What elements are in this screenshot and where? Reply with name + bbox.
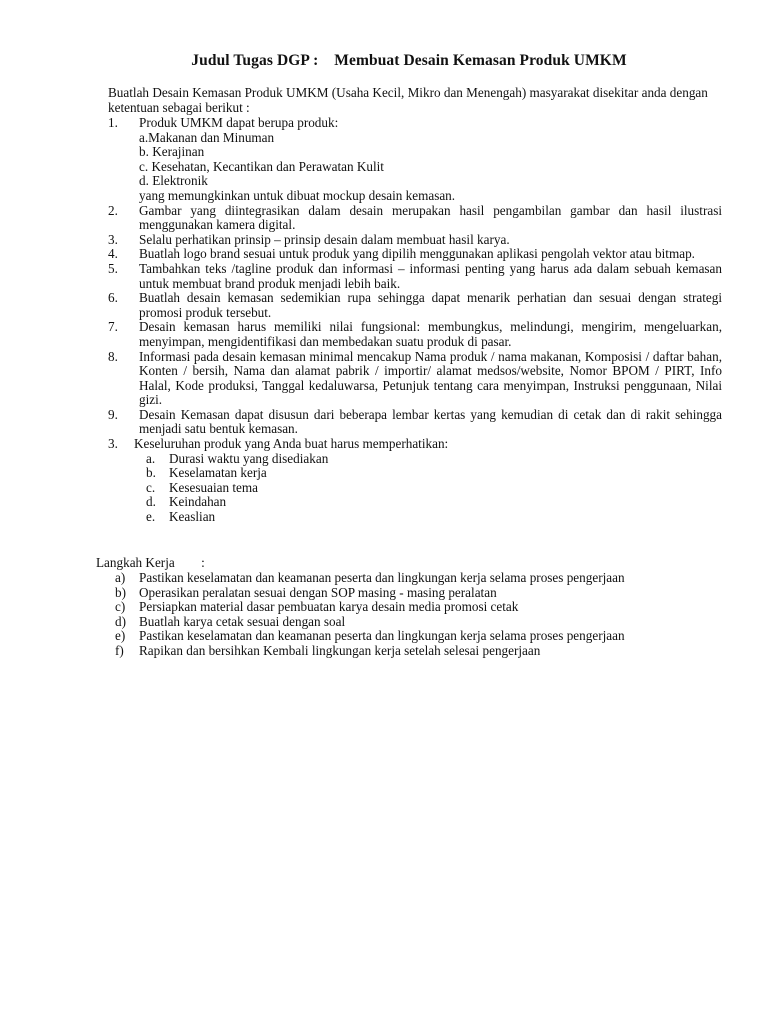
point-letter: b. [146,465,156,481]
product-type-item: b. Kerajinan [139,144,205,160]
step-text: Operasikan peralatan sesuai dengan SOP masing - masing peralatan [139,584,497,600]
list-item-text: Gambar yang diintegrasikan dalam desain merupakan hasil pengambilan gambar dan hasil ilustrasi menggunakan kamera digital. [139,202,722,233]
list-item [0,204,722,233]
point-letter: e. [146,509,156,525]
document-title: Judul Tugas DGP : Membuat Desain Kemasan Produk UMKM [191,52,627,69]
list-number: 7. [108,319,118,335]
step-text: Pastikan keselamatan dan keamanan peserta dan lingkungan kerja selama proses pengerjaan [139,628,625,644]
step-text: Pastikan keselamatan dan keamanan peserta dan lingkungan kerja selama proses pengerjaan [139,570,625,585]
list-number: 3. [108,231,118,247]
list-item-text: Selalu perhatikan prinsip – prinsip desain dalam membuat hasil karya. [139,231,510,247]
list-item-text: Desain kemasan harus memiliki nilai fungsional: membungkus, melindungi, mengirim, mengeluarkan, menyimpan, mengidentifikasi dan membedakan suatu produk di pasar. [139,319,722,349]
step-letter: d) [115,613,126,629]
product-type-list [139,131,722,189]
step-letter: c) [115,599,126,615]
point-letter: d. [146,494,156,510]
step-item [0,644,768,659]
list-number: 8. [108,348,118,364]
section-3 [0,437,768,452]
step-item [0,571,768,586]
point-letter: c. [146,479,156,495]
point-text: Durasi waktu yang disediakan [169,450,329,466]
section-3-point [0,452,768,467]
step-item [0,600,768,615]
step-letter: b) [115,584,126,600]
point-text: Keaslian [169,509,216,525]
product-note: yang memungkinkan untuk dibuat mockup desain kemasan. [139,187,456,203]
list-item [0,320,722,349]
list-number: 6. [108,290,118,306]
point-text: Keindahan [169,494,227,510]
step-text: Buatlah karya cetak sesuai dengan soal [139,613,346,629]
list-item-text: Desain Kemasan dapat disusun dari beberapa lembar kertas yang kemudian di cetak dan di rakit sehingga menjadi satu bentuk kemasan. [139,406,722,437]
section-3-point [0,481,768,496]
step-item [0,629,768,644]
step-item [0,615,768,630]
list-item-text: Informasi pada desain kemasan minimal mencakup Nama produk / nama makanan, Komposisi / daftar bahan, Konten / bersih, Nama dan alamat pabrik / importir/ alamat medsos/website, Nomor BPOM / PIRT, Info Halal, Kode produksi, Tanggal kedaluwarsa, Petunjuk tentang cara menyimpan, Instruksi penggunaan, Nilai gizi. [139,348,722,408]
list-item [0,291,722,320]
list-item-text: Produk UMKM dapat berupa produk: [139,115,339,130]
point-letter: a. [146,450,156,466]
point-text: Keselamatan kerja [169,465,267,481]
product-type-item: c. Kesehatan, Kecantikan dan Perawatan Kulit [139,158,384,174]
list-item-text: Buatlah logo brand sesuai untuk produk yang dipilih menggunakan aplikasi pengolah vektor atau bitmap. [139,246,695,262]
steps-list [0,571,768,659]
list-item-text: Tambahkan teks /tagline produk dan informasi – informasi penting yang harus ada dalam sebuah kemasan untuk membuat brand produk menjadi lebih baik. [139,260,722,291]
step-text: Persiapkan material dasar pembuatan karya desain media promosi cetak [139,599,519,615]
intro-paragraph: Buatlah Desain Kemasan Produk UMKM (Usaha Kecil, Mikro dan Menengah) masyarakat disekitar anda dengan ketentuan sebagai berikut : [108,85,708,115]
section-3-text: Keseluruhan produk yang Anda buat harus memperhatikan: [134,436,449,452]
step-letter: f) [115,642,124,658]
section-3-point [0,510,768,525]
list-item [0,262,722,291]
step-text: Rapikan dan bersihkan Kembali lingkungan kerja setelah selesai pengerjaan [139,642,541,658]
langkah-kerja-label: Langkah Kerja : [96,555,205,570]
step-letter: e) [115,628,126,644]
list-item [0,408,722,437]
list-number: 5. [108,260,118,276]
product-type-item: d. Elektronik [139,173,208,189]
list-number: 4. [108,246,118,262]
list-number: 3. [108,436,118,452]
list-item [0,350,722,408]
section-3-point [0,466,768,481]
list-item [0,116,722,204]
product-type-item: a.Makanan dan Minuman [139,129,275,145]
list-item [0,233,722,248]
list-number: 2. [108,202,118,218]
list-item-text: Buatlah desain kemasan sedemikian rupa sehingga dapat menarik perhatian dan sesuai dengan strategi promosi produk tersebut. [139,290,722,320]
requirements-list [0,116,768,525]
step-letter: a) [115,570,126,585]
list-number: 9. [108,406,118,422]
point-text: Kesesuaian tema [169,479,258,495]
list-item [0,247,722,262]
list-number: 1. [108,115,118,130]
section-3-point [0,495,768,510]
step-item [0,586,768,601]
